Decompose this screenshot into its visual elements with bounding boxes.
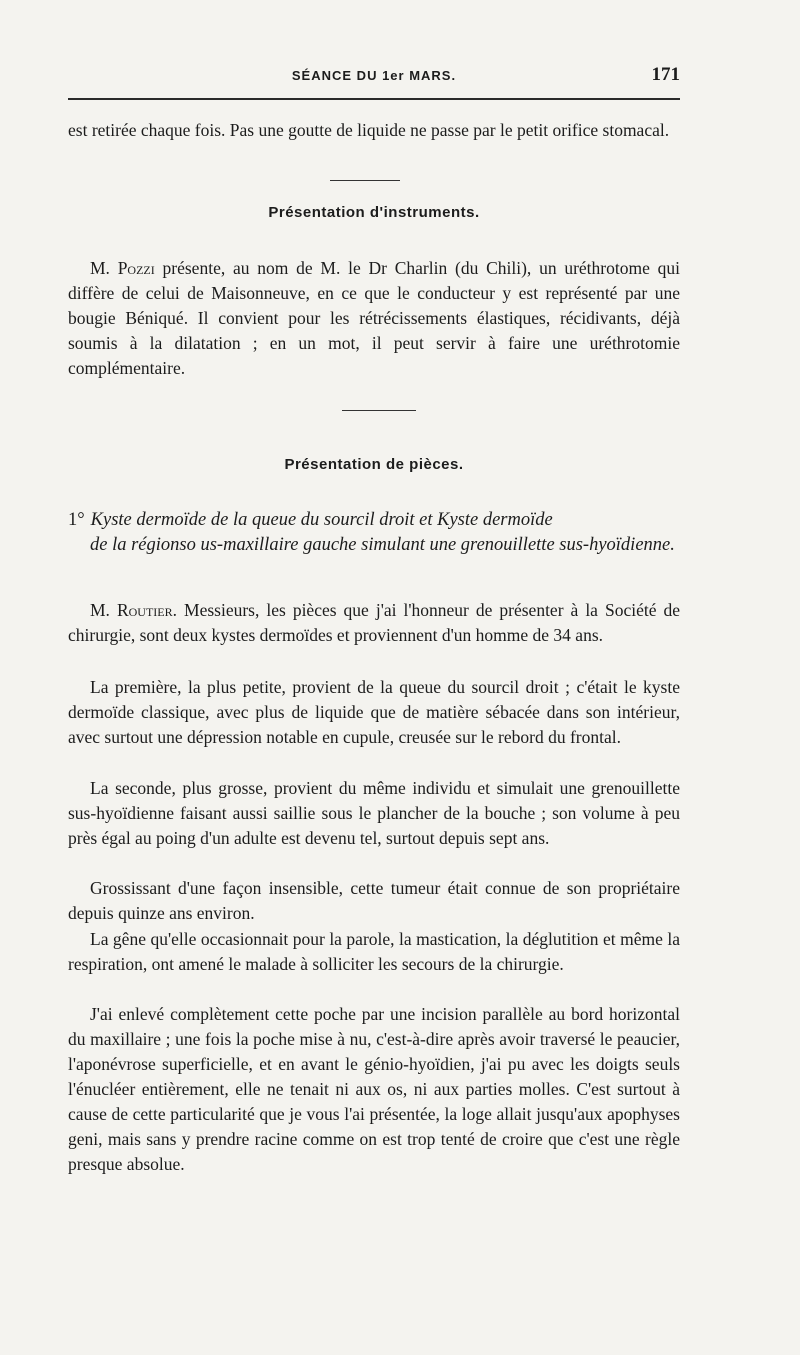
- speaker-name: M. Routier.: [90, 600, 177, 620]
- routier-paragraph-1: [68, 598, 680, 648]
- page-number: 171: [651, 64, 680, 85]
- speaker-name: M. Pozzi: [90, 258, 155, 278]
- separator-rule: [342, 410, 416, 411]
- section-heading-pieces: Présentation de pièces.: [284, 456, 464, 473]
- body-paragraph: La gêne qu'elle occasionnait pour la parole, la mastication, la déglutition et même la respiration, ont amené le malade à solliciter les secours de la chirurgie.: [68, 929, 680, 974]
- running-head: [68, 64, 680, 88]
- body-paragraph: La première, la plus petite, provient de la queue du sourcil droit ; c'était le kyste dermoïde classique, avec plus de liquide que de matière sébacée dans son intérieur, avec surtout une dépression notable en cupule, creusée sur le rebord du frontal.: [68, 677, 680, 747]
- running-title: SÉANCE DU 1er MARS.: [291, 68, 457, 83]
- body-text: Messieurs, les pièces que j'ai l'honneur de présenter à la Société de chirurgie, sont deux kystes dermoïdes et proviennent d'un homme de 34 ans.: [68, 600, 680, 645]
- body-paragraph: La seconde, plus grosse, provient du même individu et simulait une grenouillette sus-hyoïdienne faisant aussi saillie sous le plancher de la bouche ; son volume à peu près égal au poing d'un adulte est devenu tel, surtout depuis sept ans.: [68, 778, 680, 848]
- section-heading-instruments: Présentation d'instruments.: [268, 204, 480, 221]
- body-paragraph: J'ai enlevé complètement cette poche par une incision parallèle au bord horizontal du maxillaire ; une fois la poche mise à nu, c'est-à-dire après avoir traversé le peaucier, l'aponévrose superficielle, et en avant le génio-hyoïdien, j'ai pu avec les doigts seuls l'énucléer entièrement, elle ne tenait ni aux os, ni aux parties molles. C'est surtout à cause de cette particularité que je vous l'ai présentée, la loge allait jusqu'aux apophyses geni, mais sans y prendre racine comme on est trop tenté de croire que c'est une règle presque absolue.: [68, 1004, 680, 1174]
- item-title: [68, 508, 680, 558]
- item-number: 1°: [68, 510, 85, 530]
- header-rule: [68, 98, 680, 100]
- instruments-text: présente, au nom de M. le Dr Charlin (du Chili), un uréthrotome qui diffère de celui de Maisonneuve, en ce que le conducteur y est représenté par une bougie Béniqué. Il convient pour les rétrécissements élastiques, récidivants, déjà soumis à la dilatation ; en un mot, il peut servir à faire une uréthrotomie complémentaire.: [68, 258, 680, 378]
- body-paragraph: Grossissant d'une façon insensible, cette tumeur était connue de son propriétaire depuis quinze ans environ.: [68, 878, 680, 923]
- instruments-paragraph: [68, 256, 680, 381]
- item-title-line1: Kyste dermoïde de la queue du sourcil droit et Kyste dermoïde: [90, 510, 553, 530]
- item-title-line2: de la régionso us-maxillaire gauche simulant une grenouillette sus-hyoïdienne.: [90, 535, 675, 555]
- separator-rule: [330, 180, 400, 181]
- intro-paragraph: est retirée chaque fois. Pas une goutte de liquide ne passe par le petit orifice stomacal.: [68, 120, 670, 140]
